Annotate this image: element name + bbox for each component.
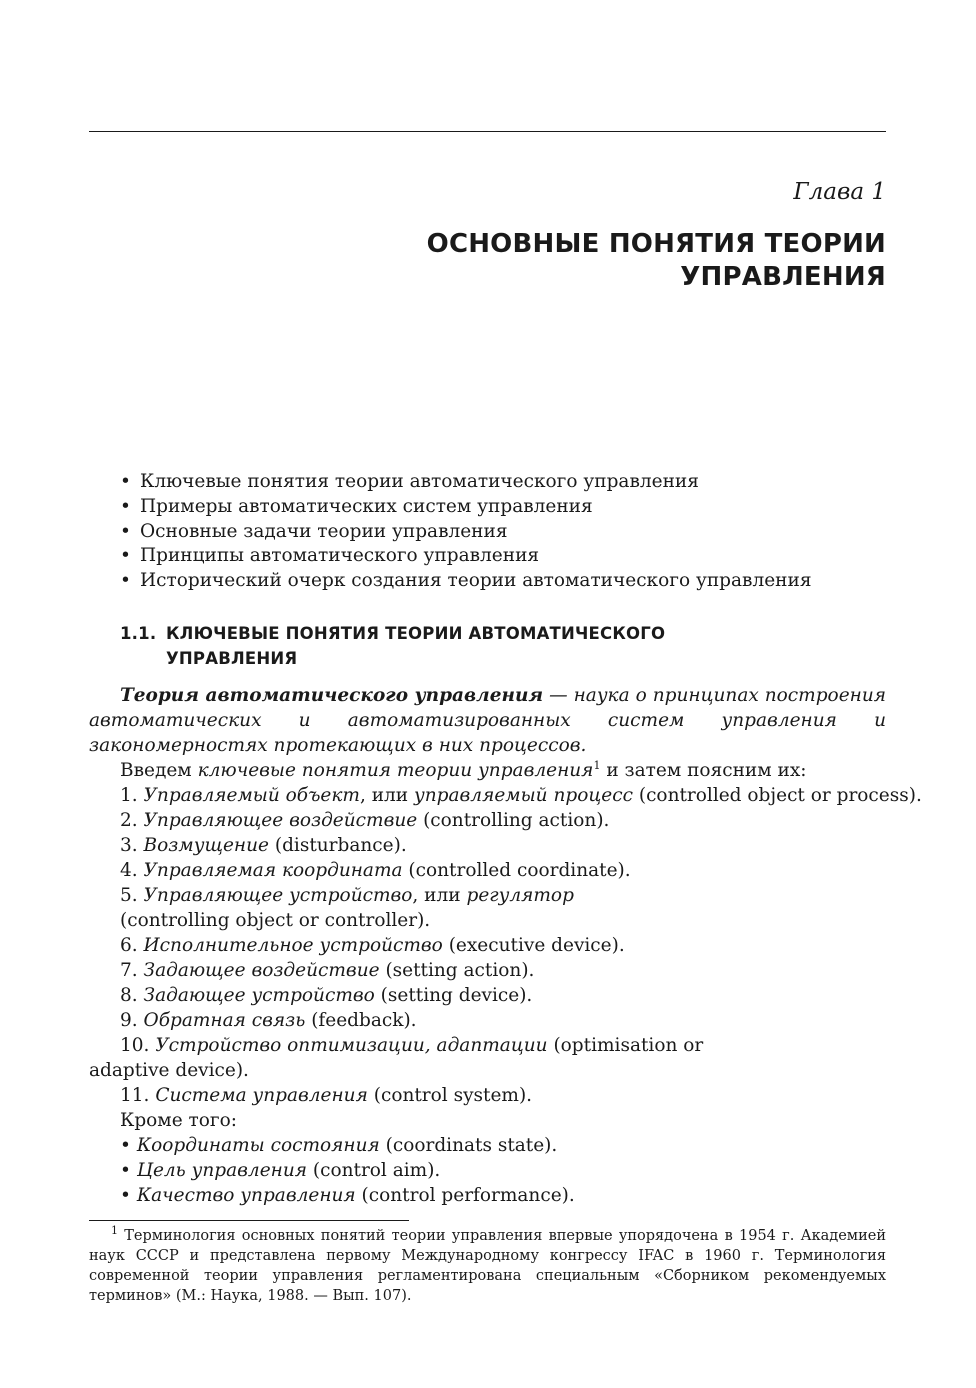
- term-item: 9. Обратная связь (feedback).: [120, 1010, 417, 1031]
- footnote-text: Терминология основных понятий теории управления впервые упорядочена в 1954 г. Академией наук СССР и представлена первому Международному конгрессу IFAC в 1960 г. Терминология современной теории управления регламентирована специальным «Сборником рекомендуемых терминов» (М.: Наука, 1988. — Вып. 107).: [89, 1228, 886, 1304]
- extra-item: • Цель управления (control aim).: [120, 1160, 441, 1181]
- term-item: 5. Управляющее устройство, или регулятор: [120, 885, 574, 906]
- definition-term: Теория автоматического управления: [120, 685, 544, 706]
- bullet-icon: •: [120, 1135, 131, 1156]
- term-item: 6. Исполнительное устройство (executive device).: [120, 935, 625, 956]
- section-heading: [120, 621, 665, 671]
- contents-item: • Основные задачи теории управления: [120, 520, 812, 545]
- top-rule: [89, 131, 886, 132]
- body-text: [89, 683, 922, 1208]
- chapter-title: [186, 228, 886, 294]
- contents-item: • Принципы автоматического управления: [120, 544, 812, 569]
- extra-item: • Качество управления (control performance).: [120, 1185, 575, 1206]
- contents-item: • Примеры автоматических систем управления: [120, 495, 812, 520]
- term-item: 4. Управляемая координата (controlled coordinate).: [120, 860, 631, 881]
- chapter-label: Глава 1: [793, 179, 886, 205]
- term-item: 1. Управляемый объект, или управляемый процесс (controlled object or process).: [120, 785, 922, 806]
- section-number: 1.1.: [120, 624, 157, 643]
- term-item: 10. Устройство оптимизации, адаптации (optimisation or: [120, 1035, 704, 1056]
- intro-line: Введем ключевые понятия теории управления$^1$ и затем поясним их:: [120, 758, 807, 781]
- term-item: 3. Возмущение (disturbance).: [120, 835, 407, 856]
- bullet-icon: •: [120, 545, 131, 567]
- bullet-icon: •: [120, 471, 131, 492]
- contents-item: • Исторический очерк создания теории автоматического управления: [120, 569, 812, 594]
- footnote-reference: 1: [593, 758, 601, 772]
- bullet-icon: •: [120, 520, 131, 542]
- extra-item: • Координаты состояния (coordinats state).: [120, 1135, 558, 1156]
- term-item: 7. Задающее воздействие (setting action).: [120, 960, 535, 981]
- term-item: 8. Задающее устройство (setting device).: [120, 985, 533, 1006]
- section-title-line-2: УПРАВЛЕНИЯ: [166, 649, 298, 668]
- term-item: 11. Система управления (control system).: [120, 1085, 533, 1106]
- definition-paragraph: [89, 683, 886, 758]
- footnote-mark: 1: [111, 1224, 118, 1238]
- footnote: [89, 1226, 886, 1306]
- definition-text: — наука о принципах построения автоматических и автоматизированных систем управления и закономерностях протекающих в них процессов.: [89, 685, 886, 756]
- chapter-title-line-1: ОСНОВНЫЕ ПОНЯТИЯ ТЕОРИИ: [426, 229, 886, 259]
- section-title-line-1: КЛЮЧЕВЫЕ ПОНЯТИЯ ТЕОРИИ АВТОМАТИЧЕСКОГО: [166, 624, 666, 643]
- moreover-line: Кроме того:: [120, 1110, 237, 1131]
- bullet-icon: •: [120, 570, 131, 592]
- term-item: 2. Управляющее воздействие (controlling action).: [120, 810, 610, 831]
- footnote-rule: [89, 1220, 409, 1221]
- chapter-title-line-2: УПРАВЛЕНИЯ: [680, 262, 886, 292]
- bullet-icon: •: [120, 1160, 131, 1181]
- contents-item: • Ключевые понятия теории автоматического управления: [120, 470, 812, 495]
- bullet-icon: •: [120, 1185, 131, 1206]
- term-item-continuation: adaptive device).: [89, 1060, 249, 1081]
- chapter-contents-list: [120, 470, 812, 594]
- term-item-continuation: (controlling object or controller).: [120, 910, 431, 931]
- bullet-icon: •: [120, 495, 131, 517]
